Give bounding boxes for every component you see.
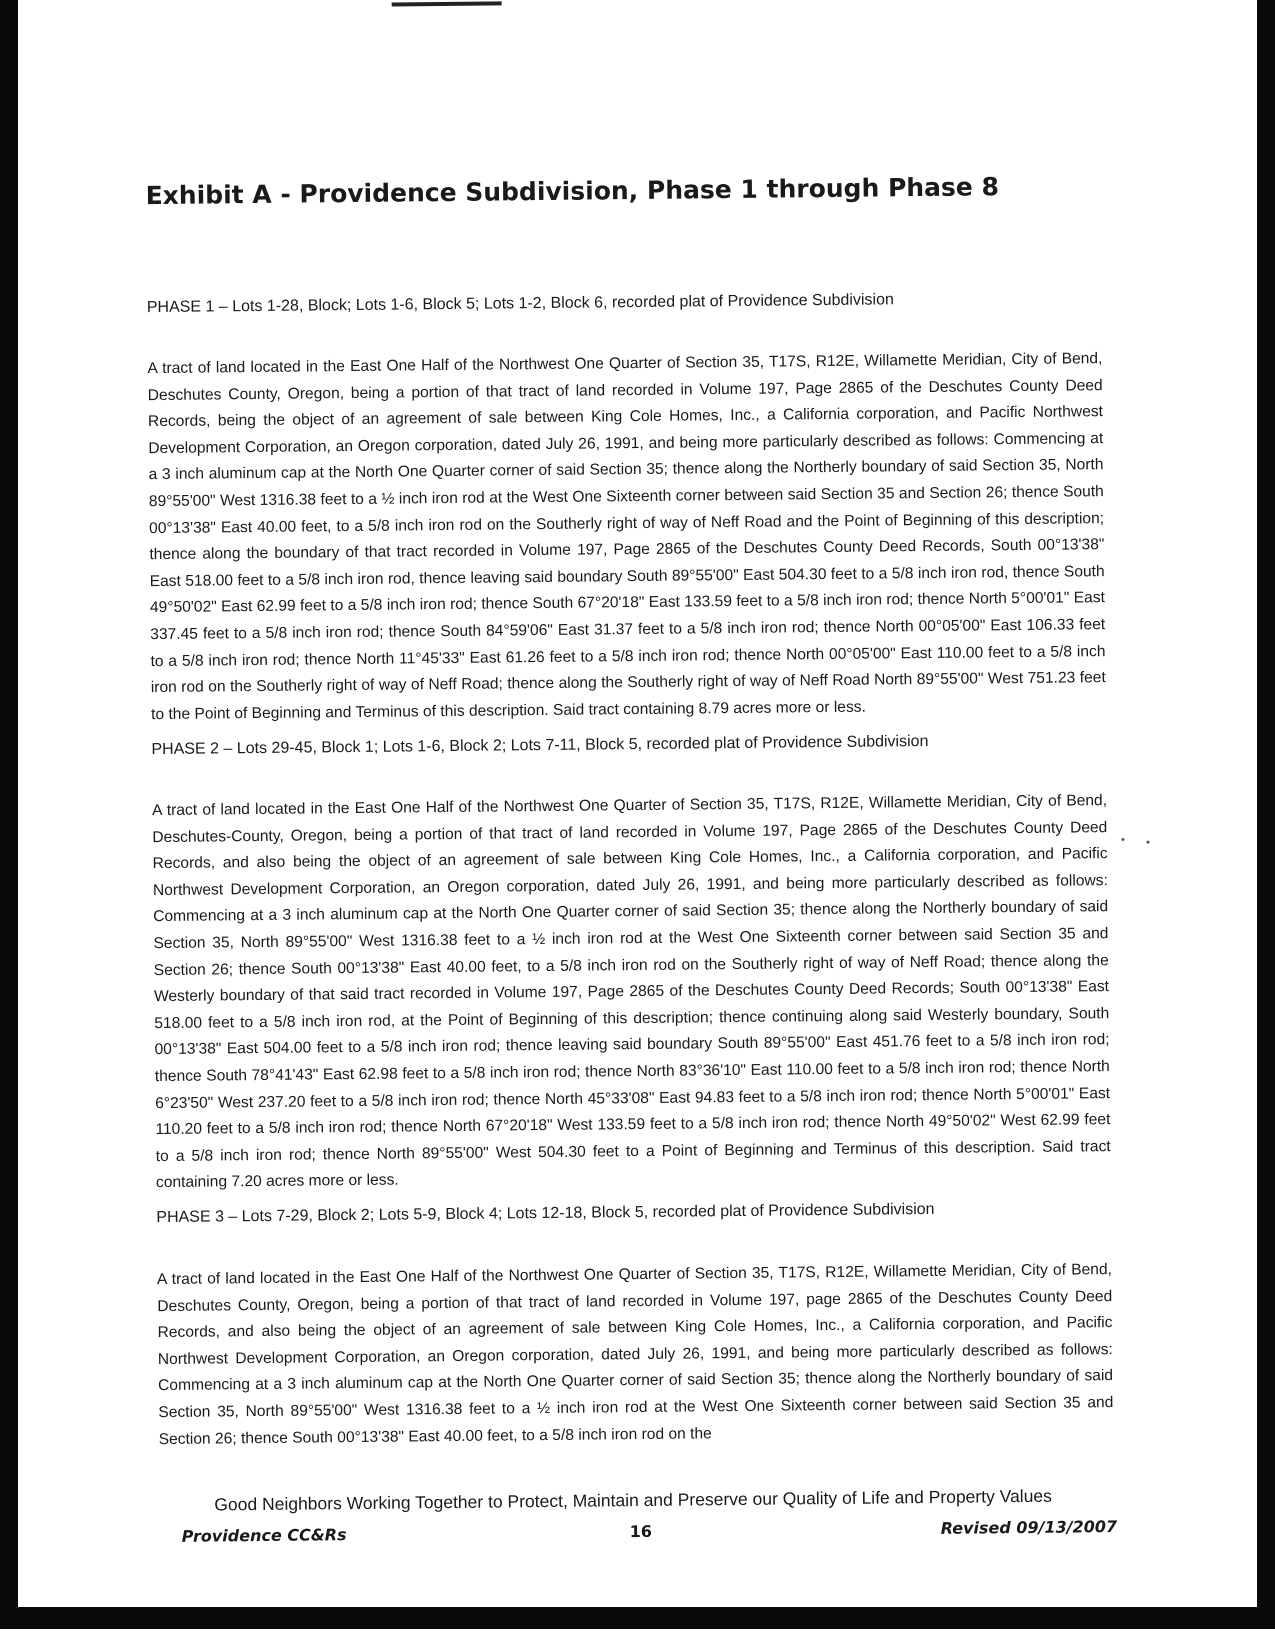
- phase-3-heading: PHASE 3 – Lots 7-29, Block 2; Lots 5-9, Block 4; Lots 12-18, Block 5, recorded plat of Providence Subdivision: [156, 1200, 935, 1227]
- page-number: 16: [629, 1521, 653, 1542]
- phase-3-description: A tract of land located in the East One Half of the Northwest One Quarter of Section 35, T17S, R12E, Willamette Meridian, City of Bend, Deschutes County, Oregon, being a portion of that tract of land recorded in Volume 197, page 2865 of the Deschutes County Deed Records, and also being the object of an agreement of sale between King Cole Homes, Inc., a California corporation, and Pacific Northwest Development Corporation, an Oregon corporation, dated July 26, 1991, and being more particularly described as follows: Commencing at a 3 inch aluminum cap at the North One Quarter corner of said Section 35; thence along the Northerly boundary of said Section 35, North 89°55'00" West 1316.38 feet to a ½ inch iron rod at the West One Sixteenth corner between said Section 35 and Section 26; thence South 00°13'38" East 40.00 feet, to a 5/8 inch iron rod on the: [156, 1261, 1114, 1448]
- phase-1-heading: PHASE 1 – Lots 1-28, Block; Lots 1-6, Block 5; Lots 1-2, Block 6, recorded plat of Providence Subdivision: [146, 291, 894, 317]
- phase-2-heading: PHASE 2 – Lots 29-45, Block 1; Lots 1-6, Block 2; Lots 7-11, Block 5, recorded plat of Providence Subdivision: [151, 732, 929, 759]
- phase-2-description: A tract of land located in the East One Half of the Northwest One Quarter of Section 35, T17S, R12E, Willamette Meridian, City of Bend, Deschutes-County, Oregon, being a portion of that tract of land recorded in Volume 197, Page 2865 of the Deschutes County Deed Records, and also being the object of an agreement of sale between King Cole Homes, Inc., a California corporation, and Pacific Northwest Development Corporation, an Oregon corporation, dated July 26, 1991, and being more particularly described as follows: Commencing at a 3 inch aluminum cap at the North One Quarter corner of said Section 35; thence along the Northerly boundary of said Section 35, North 89°55'00" West 1316.38 feet to a ½ inch iron rod at the West One Sixteenth corner between said Section 35 and Section 26; thence South 00°13'38" East 40.00 feet, to a 5/8 inch iron rod on the Southerly right of way of Neff Road; thence along the Westerly boundary of that said tract recorded in Volume 197, Page 2865 of the Deschutes County Deed Records; South 00°13'38" East 518.00 feet to a 5/8 inch iron rod, at the Point of Beginning of this description; thence continuing along said Westerly boundary, South 00°13'38" East 504.00 feet to a 5/8 inch iron rod; thence leaving said boundary South 89°55'00" East 451.76 feet to a 5/8 inch iron rod; thence South 78°41'43" East 62.98 feet to a 5/8 inch iron rod; thence North 83°36'10" East 110.00 feet to a 5/8 inch iron rod; thence North 6°23'50" West 237.20 feet to a 5/8 inch iron rod; thence North 45°33'08" East 94.83 feet to a 5/8 inch iron rod; thence North 5°00'01" East 110.20 feet to a 5/8 inch iron rod; thence North 67°20'18" West 133.59 feet to a 5/8 inch iron rod; thence North 49°50'02" West 62.99 feet to a 5/8 inch iron rod; thence North 89°55'00" West 504.30 feet to a Point of Beginning and Terminus of this description. Said tract containing 7.20 acres more or less.: [151, 792, 1111, 1192]
- scan-speck: [1146, 841, 1149, 844]
- footer-tagline: Good Neighbors Working Together to Protect, Maintain and Preserve our Quality of Life and Property Values: [214, 1485, 1052, 1515]
- phase-1-description: A tract of land located in the East One Half of the Northwest One Quarter of Section 35, T17S, R12E, Willamette Meridian, City of Bend, Deschutes County, Oregon, being a portion of that tract of land recorded in Volume 197, Page 2865 of the Deschutes County Deed Records, being the object of an agreement of sale between King Cole Homes, Inc., a California corporation, and Pacific Northwest Development Corporation, an Oregon corporation, dated July 26, 1991, and being more particularly described as follows: Commencing at a 3 inch aluminum cap at the North One Quarter corner of said Section 35; thence along the Northerly boundary of said Section 35, North 89°55'00" West 1316.38 feet to a ½ inch iron rod at the West One Sixteenth corner between said Section 35 and Section 26; thence South 00°13'38" East 40.00 feet, to a 5/8 inch iron rod on the Southerly right of way of Neff Road and the Point of Beginning of this description; thence along the boundary of that tract recorded in Volume 197, Page 2865 of the Deschutes County Deed Records, South 00°13'38" East 518.00 feet to a 5/8 inch iron rod, thence leaving said boundary South 89°55'00" East 504.30 feet to a 5/8 inch iron rod, thence South 49°50'02" East 62.99 feet to a 5/8 inch iron rod; thence South 67°20'18" East 133.59 feet to a 5/8 inch iron rod; thence North 5°00'01" East 337.45 feet to a 5/8 inch iron rod; thence South 84°59'06" East 31.37 feet to a 5/8 inch iron rod; thence North 00°05'00" East 106.33 feet to a 5/8 inch iron rod; thence North 11°45'33" East 61.26 feet to a 5/8 inch iron rod; thence North 00°05'00" East 110.00 feet to a 5/8 inch iron rod on the Southerly right of way of Neff Road; thence along the Southerly right of way of Neff Road North 89°55'00" West 751.23 feet to the Point of Beginning and Terminus of this description. Said tract containing 8.79 acres more or less.: [147, 350, 1106, 723]
- exhibit-title: Exhibit A - Providence Subdivision, Phase 1 through Phase 8: [145, 172, 1000, 211]
- footer-document-name: Providence CC&Rs: [181, 1525, 347, 1546]
- revision-date: Revised 09/13/2007: [940, 1517, 1118, 1538]
- scan-speck: [1121, 838, 1124, 841]
- top-rule: [392, 1, 502, 6]
